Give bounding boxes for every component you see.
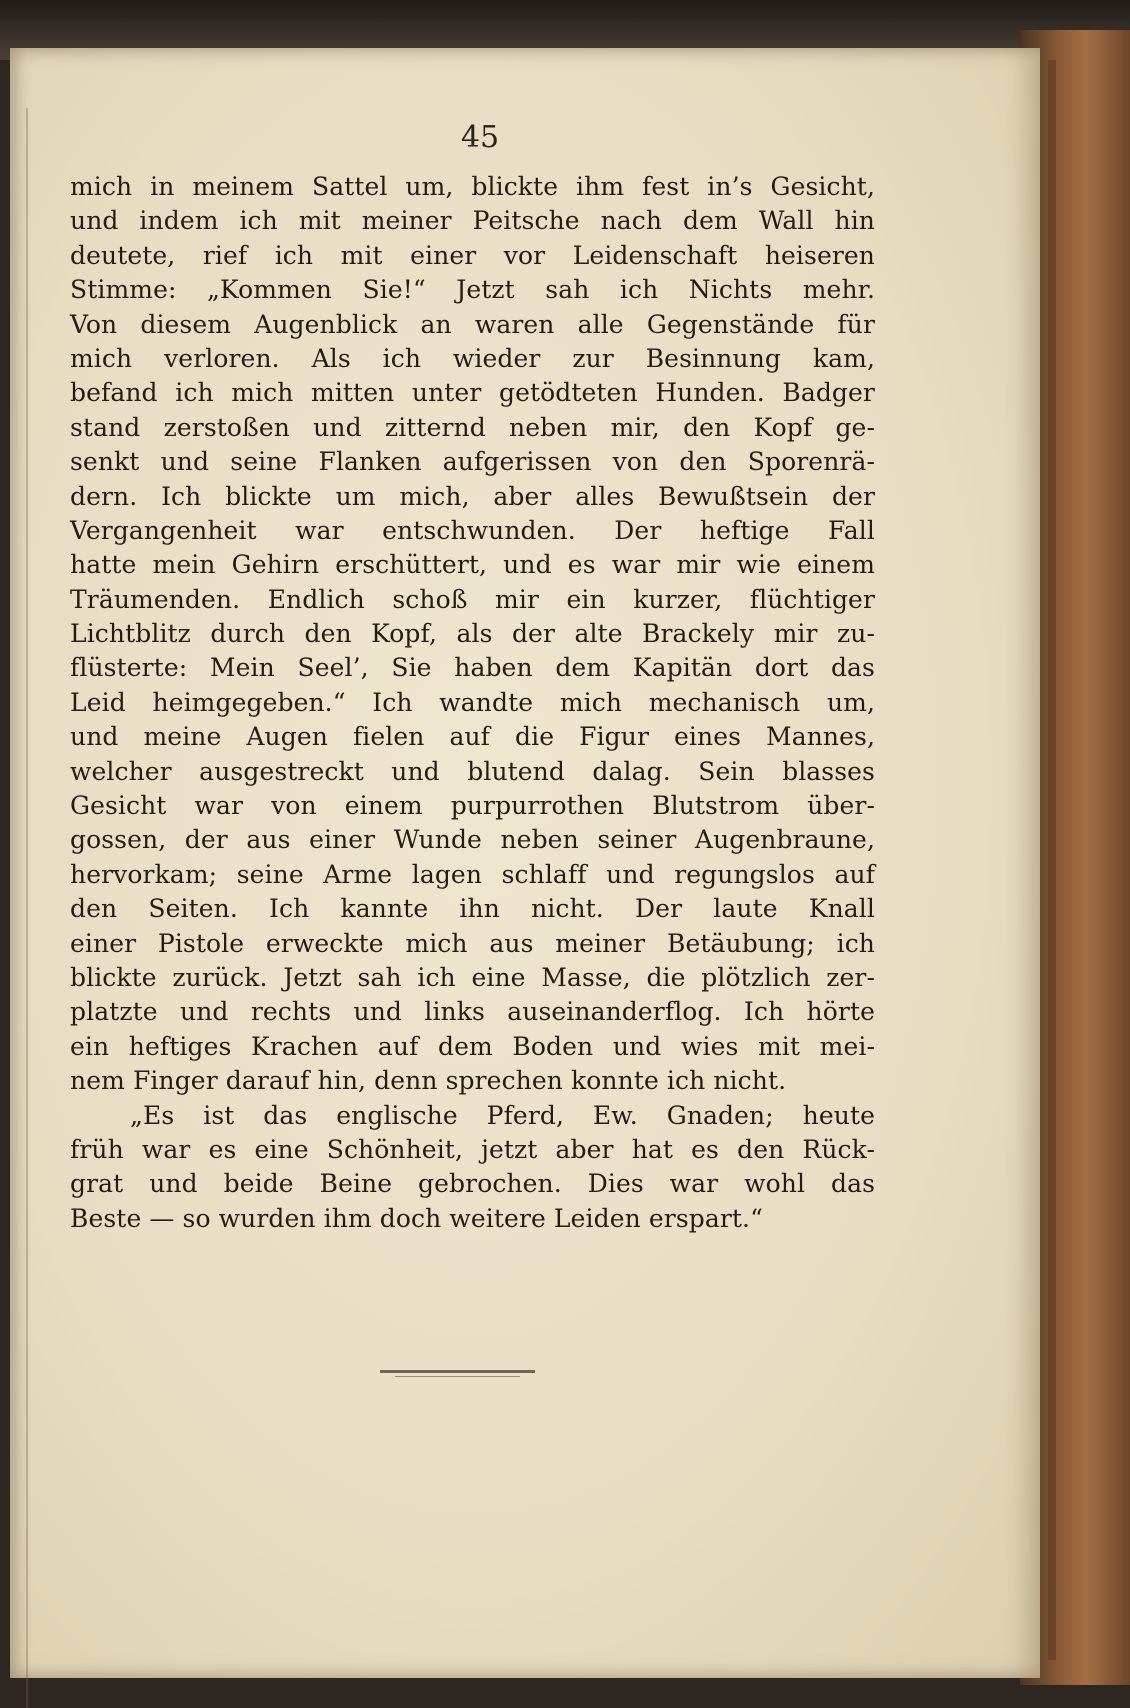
text-line: ein heftiges Krachen auf dem Boden und wies mit mei- [70, 1031, 875, 1061]
text-line: senkt und seine Flanken aufgerissen von den Sporenrä- [70, 447, 875, 477]
text-line: und meine Augen fielen auf die Figur eines Mannes, [70, 722, 875, 752]
text-line: platzte und rechts und links auseinanderflog. Ich hörte [70, 997, 875, 1027]
text-line: stand zerstoßen und zitternd neben mir, den Kopf ge- [70, 412, 875, 442]
text-line: nem Finger darauf hin, denn sprechen konnte ich nicht. [70, 1066, 787, 1096]
text-line: hervorkam; seine Arme lagen schlaff und regungslos auf [70, 859, 875, 889]
text-line: Gesicht war von einem purpurrothen Blutstrom über- [70, 791, 875, 821]
text-line: gossen, der aus einer Wunde neben seiner Augenbraune, [70, 825, 875, 855]
text-line: einer Pistole erweckte mich aus meiner Betäubung; ich [70, 928, 875, 958]
text-line: Vergangenheit war entschwunden. Der heftige Fall [70, 515, 875, 545]
body-text [70, 170, 875, 1236]
text-line: Beste — so wurden ihm doch weitere Leiden erspart.“ [70, 1203, 763, 1233]
text-line: Von diesem Augenblick an waren alle Gegenstände für [70, 309, 875, 339]
section-divider-rule-thin [395, 1376, 520, 1377]
gutter-line [26, 108, 28, 1708]
text-line: Lichtblitz durch den Kopf, als der alte Brackely mir zu- [70, 619, 875, 649]
text-line: dern. Ich blickte um mich, aber alles Bewußtsein der [70, 481, 875, 511]
text-line: Stimme: „Kommen Sie!“ Jetzt sah ich Nichts mehr. [70, 275, 875, 305]
section-divider-rule [380, 1370, 535, 1373]
text-line: flüsterte: Mein Seel’, Sie haben dem Kapitän dort das [70, 653, 875, 683]
page-number: 45 [460, 120, 500, 155]
text-line: welcher ausgestreckt und blutend dalag. Sein blasses [70, 756, 875, 786]
text-line: befand ich mich mitten unter getödteten Hunden. Badger [70, 378, 875, 408]
text-line: deutete, rief ich mit einer vor Leidenschaft heiseren [70, 240, 875, 270]
book-cover-edge [1048, 60, 1056, 1660]
text-line: Leid heimgegeben.“ Ich wandte mich mechanisch um, [70, 687, 875, 717]
text-line: grat und beide Beine gebrochen. Dies war wohl das [70, 1169, 875, 1199]
text-line: den Seiten. Ich kannte ihn nicht. Der laute Knall [70, 894, 875, 924]
text-line: Träumenden. Endlich schoß mir ein kurzer, flüchtiger [70, 584, 875, 614]
text-line: mich in meinem Sattel um, blickte ihm fest in’s Gesicht, [70, 172, 875, 201]
text-line: früh war es eine Schönheit, jetzt aber hat es den Rück- [70, 1134, 875, 1164]
text-line: „Es ist das englische Pferd, Ew. Gnaden; heute [130, 1100, 875, 1130]
text-line: mich verloren. Als ich wieder zur Besinnung kam, [70, 343, 875, 373]
text-line: blickte zurück. Jetzt sah ich eine Masse, die plötzlich zer- [70, 962, 875, 992]
text-line: und indem ich mit meiner Peitsche nach dem Wall hin [70, 206, 875, 236]
text-line: hatte mein Gehirn erschüttert, und es war mir wie einem [70, 550, 875, 580]
